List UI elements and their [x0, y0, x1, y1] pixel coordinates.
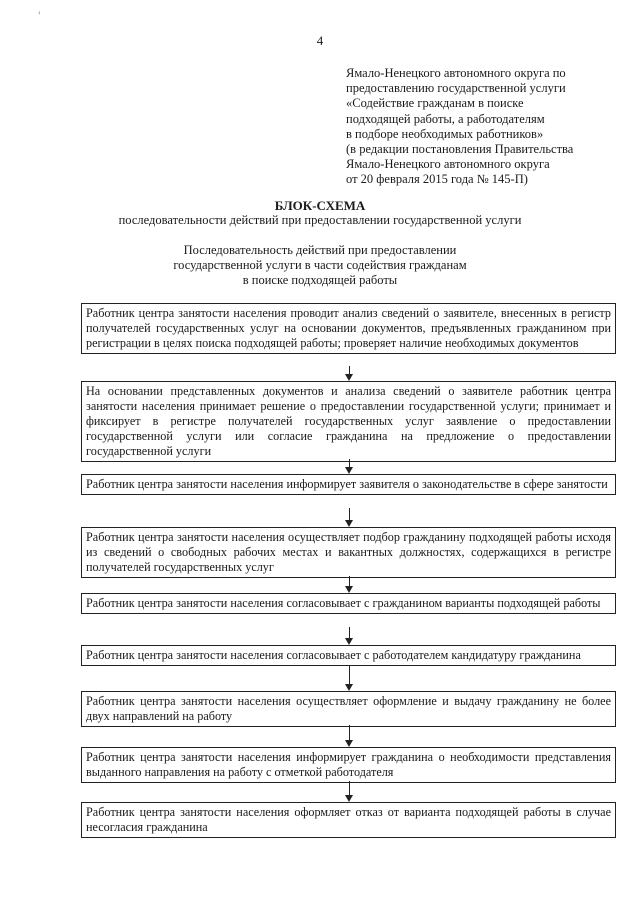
flow-step-8: Работник центра занятости населения информирует гражданина о необходимости представления выданного направления на работу с отметкой работодателя [81, 747, 616, 783]
flow-step-3: Работник центра занятости населения информирует заявителя о законодательстве в сфере занятости [81, 474, 616, 495]
appendix-header [346, 66, 626, 188]
section-heading-line: в поиске подходящей работы [242, 273, 398, 287]
flow-step-1: Работник центра занятости населения проводит анализ сведений о заявителе, внесенных в регистр получателей государственных услуг на основании документов, предъявленных гражданином при регистрации в целях поиска подходящей работы; проверяет наличие необходимых документов [81, 303, 616, 354]
flow-arrow-icon [345, 666, 355, 691]
flow-arrow-icon [345, 627, 355, 645]
flow-step-4: Работник центра занятости населения осуществляет подбор гражданину подходящей работы исходя из сведений о свободных рабочих местах и вакантных должностях, содержащихся в регистре получателей государственных услуг [81, 527, 616, 578]
flow-arrow-icon [345, 508, 355, 527]
document-title: БЛОК-СХЕМА [274, 198, 366, 213]
header-line: от 20 февраля 2015 года № 145-П) [346, 172, 528, 187]
flow-step-7: Работник центра занятости населения осуществляет оформление и выдачу гражданину не более двух направлений на работу [81, 691, 616, 727]
section-heading-line: Последовательность действий при предоставлении [183, 243, 457, 257]
document-subtitle: последовательности действий при предоставлении государственной услуги [118, 213, 522, 227]
flow-arrow-icon [345, 576, 355, 593]
flow-arrow-icon [345, 725, 355, 747]
header-line: Ямало-Ненецкого автономного округа по [346, 66, 566, 80]
flow-arrow-icon [345, 459, 355, 474]
header-line: подходящей работы, а работодателям [346, 111, 545, 126]
flow-arrow-icon [345, 781, 355, 802]
section-heading-line: государственной услуги в части содействия гражданам [173, 258, 467, 272]
flow-step-6: Работник центра занятости населения согласовывает с работодателем кандидатуру гражданина [81, 645, 616, 666]
header-line: (в редакции постановления Правительства [346, 142, 574, 157]
flow-arrow-icon [345, 366, 355, 381]
header-line: «Содействие гражданам в поиске [346, 96, 524, 111]
scan-corner-mark: ‹ [38, 8, 41, 17]
header-line: в подборе необходимых работников» [346, 126, 544, 141]
header-line: предоставлению государственной услуги [346, 81, 566, 96]
flow-step-5: Работник центра занятости населения согласовывает с гражданином варианты подходящей работы [81, 593, 616, 614]
flow-step-9: Работник центра занятости населения оформляет отказ от варианта подходящей работы в случае несогласия гражданина [81, 802, 616, 838]
page-number: 4 [316, 33, 324, 48]
section-heading [0, 243, 640, 288]
header-line: Ямало-Ненецкого автономного округа [346, 157, 550, 172]
flow-step-2: На основании представленных документов и анализа сведений о заявителе работник центра занятости населения принимает решение о предоставлении государственной услуги; принимает и фиксирует в регистре получателей государственных услуг заявление о предоставлении государственной услуги или согласие гражданина на предложение о предоставлении государственной услуги [81, 381, 616, 462]
